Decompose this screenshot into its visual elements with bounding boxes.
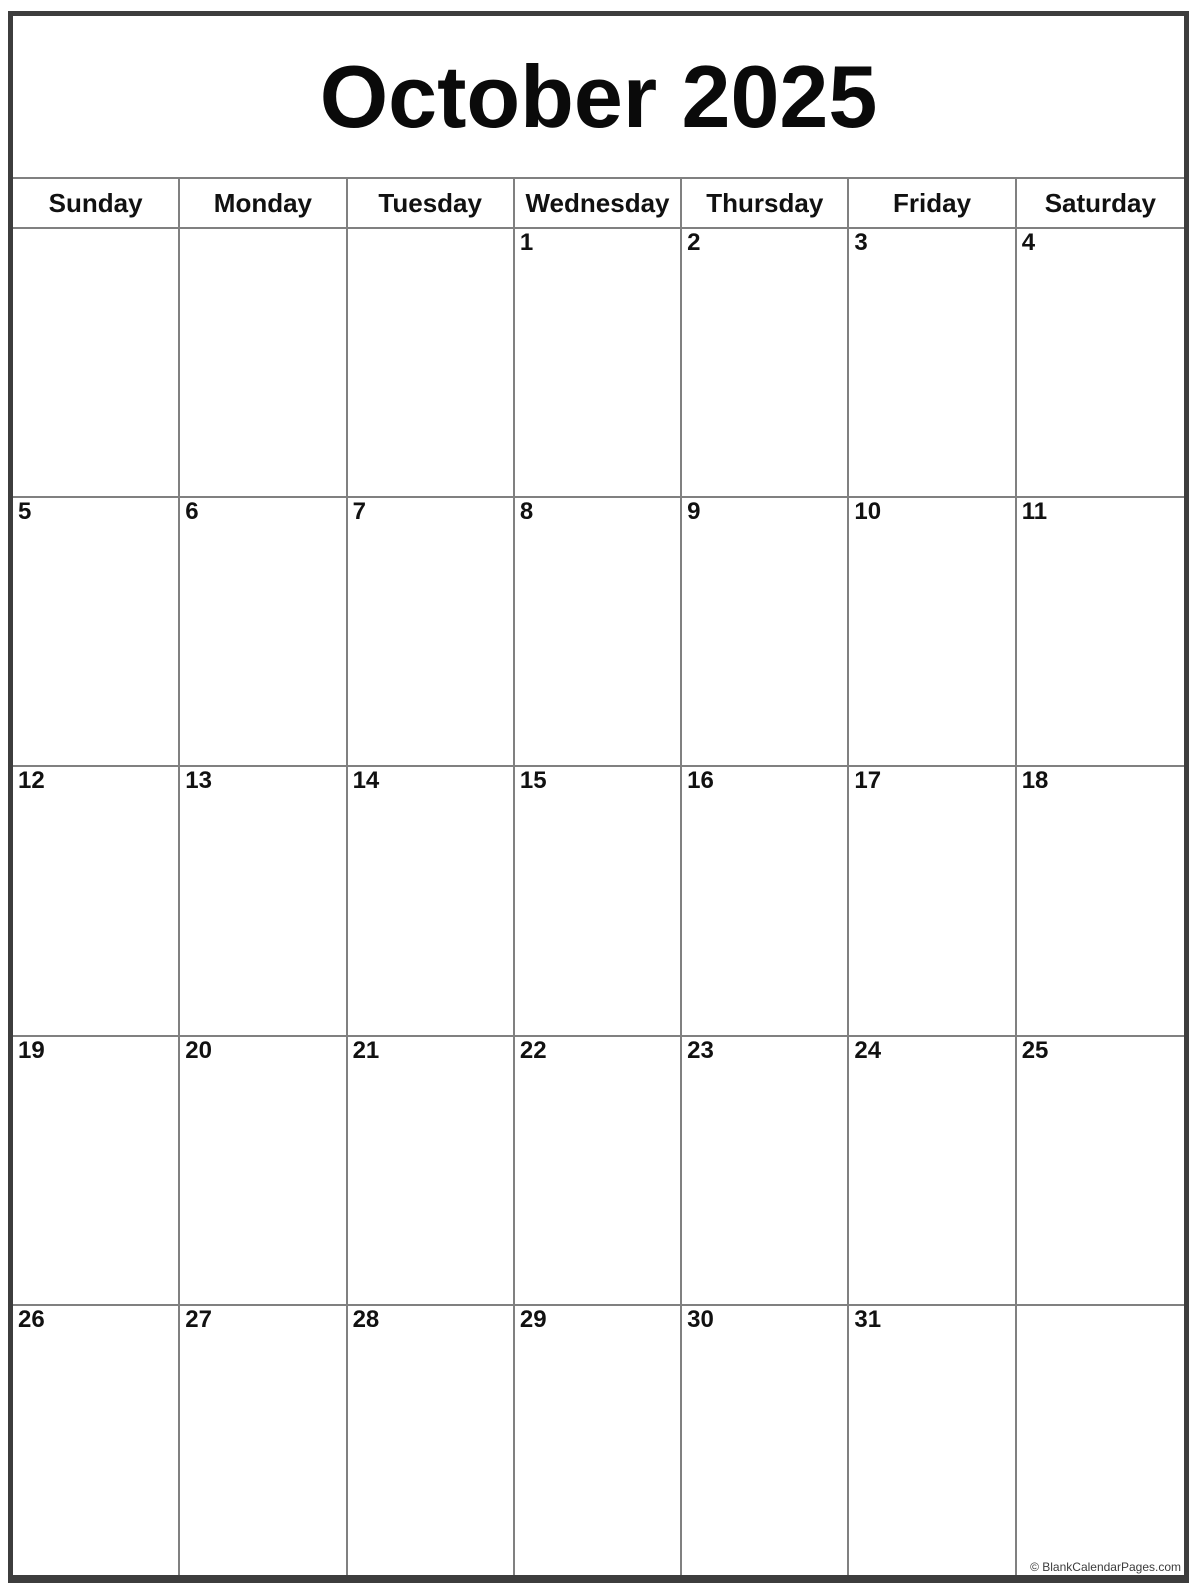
day-number: 21	[352, 1036, 380, 1064]
day-cell	[515, 767, 682, 1036]
day-cell	[1017, 1306, 1184, 1575]
day-number: 15	[519, 767, 547, 795]
day-cell	[682, 229, 849, 498]
day-number: 4	[1021, 229, 1036, 256]
day-number: 3	[854, 229, 868, 256]
day-number: 26	[18, 1305, 45, 1333]
day-cell	[515, 1037, 682, 1306]
day-number: 31	[854, 1305, 882, 1333]
day-cell	[348, 229, 515, 498]
day-cell	[849, 1037, 1016, 1306]
day-cell	[682, 767, 849, 1036]
day-cell	[1017, 498, 1184, 767]
title-area	[13, 16, 1184, 177]
day-number: 8	[519, 498, 534, 526]
day-number: 28	[352, 1305, 380, 1333]
day-cell	[13, 229, 180, 498]
day-number: 22	[519, 1036, 547, 1064]
weekday-header-thursday: Thursday	[682, 179, 849, 229]
day-cell	[13, 767, 180, 1036]
day-number: 13	[185, 767, 212, 795]
day-number: 14	[352, 767, 380, 795]
weekday-header-monday: Monday	[180, 179, 347, 229]
day-number: 24	[854, 1036, 882, 1064]
calendar-frame	[8, 11, 1189, 1583]
day-cell	[682, 498, 849, 767]
weekday-header-sunday: Sunday	[13, 179, 180, 229]
day-cell	[1017, 229, 1184, 498]
day-number: 25	[1021, 1036, 1049, 1064]
day-cell	[13, 1037, 180, 1306]
day-cell	[180, 767, 347, 1036]
day-number: 16	[687, 767, 714, 795]
weekday-header-wednesday: Wednesday	[515, 179, 682, 229]
day-cell	[180, 229, 347, 498]
day-cell	[348, 767, 515, 1036]
weekday-header-friday: Friday	[849, 179, 1016, 229]
day-cell	[348, 1306, 515, 1575]
day-number: 29	[519, 1305, 547, 1333]
day-number: 9	[687, 498, 701, 526]
day-number: 11	[1021, 498, 1048, 526]
day-number: 1	[519, 229, 534, 256]
day-cell	[515, 229, 682, 498]
calendar-grid	[13, 177, 1184, 1575]
day-number: 20	[185, 1036, 212, 1064]
weekday-header-tuesday: Tuesday	[348, 179, 515, 229]
day-cell	[180, 1306, 347, 1575]
day-cell	[515, 1306, 682, 1575]
day-cell	[348, 498, 515, 767]
day-number: 12	[18, 767, 45, 795]
day-number: 7	[352, 498, 366, 526]
day-cell	[180, 498, 347, 767]
page-title: October 2025	[319, 46, 878, 146]
day-cell	[180, 1037, 347, 1306]
day-number: 2	[687, 229, 701, 256]
day-cell	[1017, 1037, 1184, 1306]
day-cell	[849, 767, 1016, 1036]
day-cell	[13, 1306, 180, 1575]
day-cell	[849, 498, 1016, 767]
day-cell	[849, 229, 1016, 498]
day-number: 27	[185, 1305, 212, 1333]
day-cell	[515, 498, 682, 767]
day-number: 18	[1021, 767, 1049, 795]
day-cell	[682, 1037, 849, 1306]
weekday-header-saturday: Saturday	[1017, 179, 1184, 229]
day-number: 10	[854, 498, 882, 526]
day-cell	[13, 498, 180, 767]
day-cell	[849, 1306, 1016, 1575]
day-number: 19	[18, 1036, 45, 1064]
day-cell	[348, 1037, 515, 1306]
day-cell	[1017, 767, 1184, 1036]
day-number: 17	[854, 767, 882, 795]
watermark: © BlankCalendarPages.com	[1030, 1560, 1181, 1574]
day-number: 5	[18, 498, 32, 526]
day-cell	[682, 1306, 849, 1575]
day-number: 6	[185, 498, 199, 526]
day-number: 30	[687, 1305, 714, 1333]
day-number: 23	[687, 1036, 714, 1064]
